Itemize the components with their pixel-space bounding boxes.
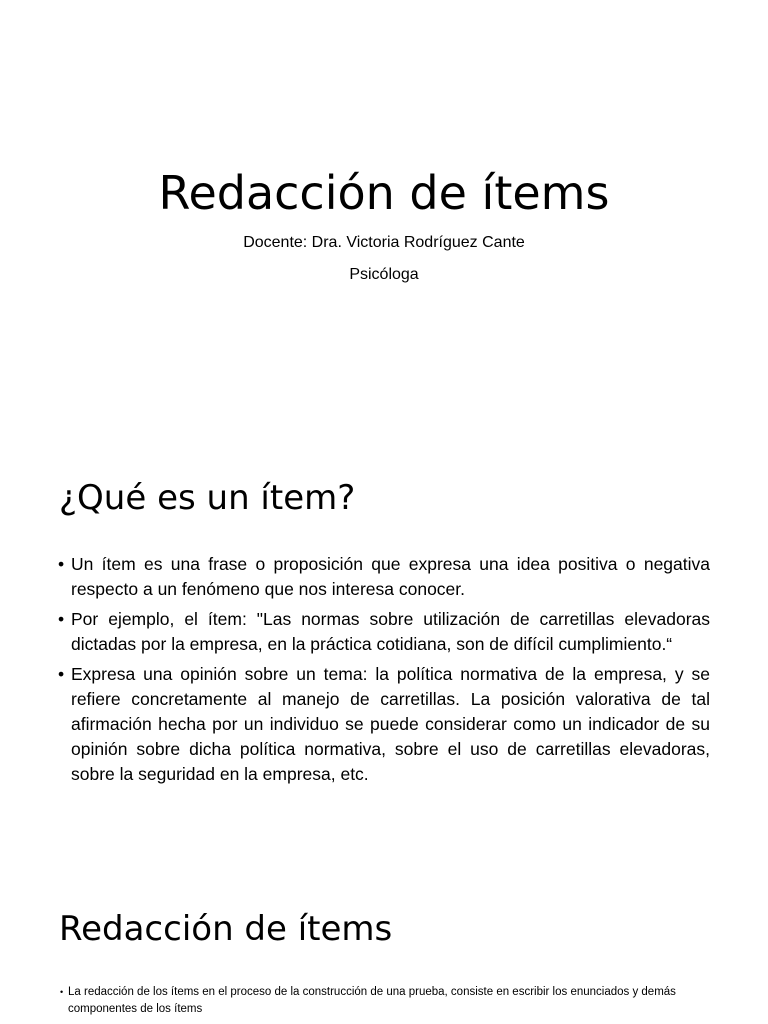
bullet-list <box>58 552 710 792</box>
bullet-text: La redacción de los ítems en el proceso de la construcción de una prueba, consiste en escribir los enunciados y demás componentes de los ítems <box>68 986 676 1015</box>
title-slide <box>0 0 768 430</box>
bullet-icon: • <box>60 987 64 997</box>
bullet-text: Expresa una opinión sobre un tema: la política normativa de la empresa, y se refiere concretamente al manejo de carretillas. La posición valorativa de tal afirmación hecha por un individuo se puede considerar como un indicador de su opinión sobre dicha política normativa, sobre el uso de carretillas elevadoras, sobre la seguridad en la empresa, etc. <box>71 664 710 784</box>
bullet-item <box>58 552 710 602</box>
what-is-item-slide <box>0 430 768 862</box>
bullet-icon: • <box>58 664 65 684</box>
slide-heading: ¿Qué es un ítem? <box>59 478 356 518</box>
slide-title: Redacción de ítems <box>158 166 610 220</box>
bullet-item <box>58 662 710 787</box>
teacher-role: Psicóloga <box>349 266 419 283</box>
bullet-text: Un ítem es una frase o proposición que expresa una idea positiva o negativa respecto a un fenómeno que nos interesa conocer. <box>71 554 710 599</box>
bullet-icon: • <box>58 554 65 574</box>
bullet-list <box>60 984 712 1018</box>
item-writing-slide <box>0 862 768 1024</box>
bullet-icon: • <box>58 609 65 629</box>
bullet-item <box>58 607 710 657</box>
bullet-item <box>60 984 712 1018</box>
bullet-text: Por ejemplo, el ítem: "Las normas sobre utilización de carretillas elevadoras dictadas por la empresa, en la práctica cotidiana, son de difícil cumplimiento.“ <box>71 609 710 654</box>
teacher-name: Docente: Dra. Victoria Rodríguez Cante <box>243 234 525 251</box>
slide-heading: Redacción de ítems <box>59 909 393 949</box>
